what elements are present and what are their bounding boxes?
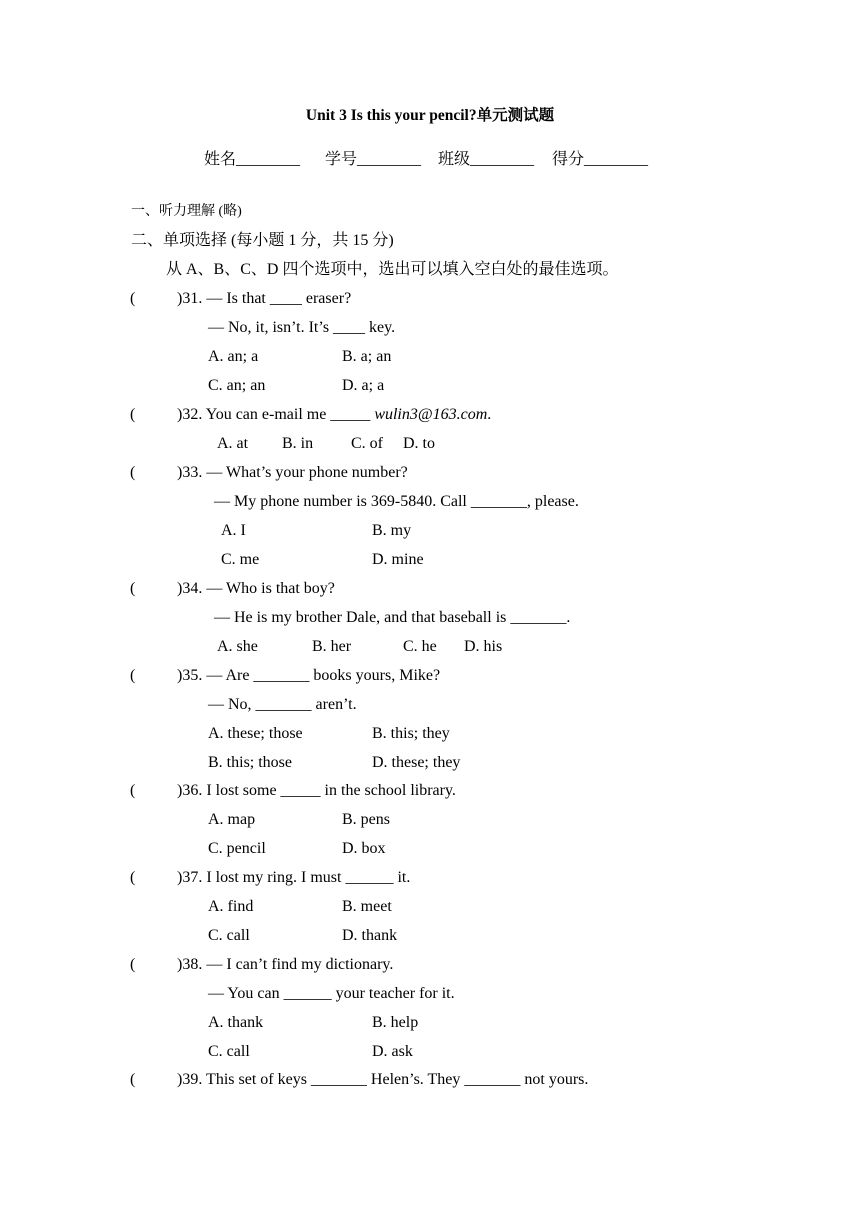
question-35-option-b: B. this; they xyxy=(372,725,450,742)
answer-paren: ( xyxy=(130,290,136,307)
question-34-option-b: B. her xyxy=(312,638,352,655)
question-33-option-b: B. my xyxy=(372,522,412,539)
question-37-option-d: D. thank xyxy=(342,927,398,944)
answer-paren: ( xyxy=(130,464,136,481)
question-39-stem: )39. This set of keys _______ Helen’s. They _______ not yours. xyxy=(177,1071,589,1088)
question-34-option-d: D. his xyxy=(464,638,503,655)
question-34-option-a: A. she xyxy=(217,638,258,655)
question-31-stem: )31. — Is that ____ eraser? xyxy=(177,290,352,307)
question-32-stem xyxy=(177,405,491,425)
question-35-option-d: D. these; they xyxy=(372,754,461,771)
answer-paren: ( xyxy=(130,406,136,423)
answer-paren: ( xyxy=(130,1071,136,1088)
question-32-email: wulin3@163.com xyxy=(374,406,488,423)
answer-paren: ( xyxy=(130,667,136,684)
question-34-stem: )34. — Who is that boy? xyxy=(177,580,335,597)
question-32-period: . xyxy=(487,406,492,423)
question-33-option-a: A. I xyxy=(221,522,246,539)
question-38-option-c: C. call xyxy=(208,1043,250,1060)
question-32-option-b: B. in xyxy=(282,435,314,452)
section-choice-heading: 二、单项选择 (每小题 1 分，共 15 分) xyxy=(131,232,394,249)
question-33-stem: )33. — What’s your phone number? xyxy=(177,464,408,481)
question-31-option-d: D. a; a xyxy=(342,377,385,394)
question-38-option-a: A. thank xyxy=(208,1014,264,1031)
question-35-option-a: A. these; those xyxy=(208,725,303,742)
section-listening-heading: 一、听力理解 (略) xyxy=(131,204,242,219)
question-31-reply: — No, it, isn’t. It’s ____ key. xyxy=(208,319,396,336)
question-34-reply: — He is my brother Dale, and that baseball is _______. xyxy=(214,609,571,626)
question-33-reply: — My phone number is 369-5840. Call _______, please. xyxy=(214,493,579,510)
question-37-option-b: B. meet xyxy=(342,898,392,915)
question-36-option-a: A. map xyxy=(208,811,256,828)
question-36-option-b: B. pens xyxy=(342,811,390,828)
student-id-field: 学号________ xyxy=(325,151,422,168)
question-32-stem-text: )32. You can e-mail me _____ xyxy=(177,406,375,423)
question-33-option-d: D. mine xyxy=(372,551,424,568)
question-38-option-d: D. ask xyxy=(372,1043,413,1060)
answer-paren: ( xyxy=(130,580,136,597)
name-field: 姓名________ xyxy=(204,151,301,168)
score-field: 得分________ xyxy=(552,151,649,168)
question-35-option-c: B. this; those xyxy=(208,754,293,771)
question-37-stem: )37. I lost my ring. I must ______ it. xyxy=(177,869,411,886)
question-33-option-c: C. me xyxy=(221,551,260,568)
question-36-stem: )36. I lost some _____ in the school library. xyxy=(177,782,456,799)
answer-paren: ( xyxy=(130,782,136,799)
question-37-option-c: C. call xyxy=(208,927,250,944)
question-38-option-b: B. help xyxy=(372,1014,419,1031)
page-title: Unit 3 Is this your pencil?单元测试题 xyxy=(305,107,555,124)
question-31-option-b: B. a; an xyxy=(342,348,392,365)
instruction-text: 从 A、B、C、D 四个选项中，选出可以填入空白处的最佳选项。 xyxy=(166,261,619,278)
question-32-option-c: C. of xyxy=(351,435,383,452)
question-35-reply: — No, _______ aren’t. xyxy=(208,696,357,713)
question-34-option-c: C. he xyxy=(403,638,437,655)
question-35-stem: )35. — Are _______ books yours, Mike? xyxy=(177,667,441,684)
answer-paren: ( xyxy=(130,869,136,886)
class-field: 班级________ xyxy=(438,151,535,168)
question-38-stem: )38. — I can’t find my dictionary. xyxy=(177,956,394,973)
question-32-option-a: A. at xyxy=(217,435,249,452)
question-37-option-a: A. find xyxy=(208,898,254,915)
question-36-option-d: D. box xyxy=(342,840,386,857)
question-32-option-d: D. to xyxy=(403,435,435,452)
question-38-reply: — You can ______ your teacher for it. xyxy=(208,985,455,1002)
question-31-option-a: A. an; a xyxy=(208,348,259,365)
question-31-option-c: C. an; an xyxy=(208,377,266,394)
answer-paren: ( xyxy=(130,956,136,973)
question-36-option-c: C. pencil xyxy=(208,840,266,857)
